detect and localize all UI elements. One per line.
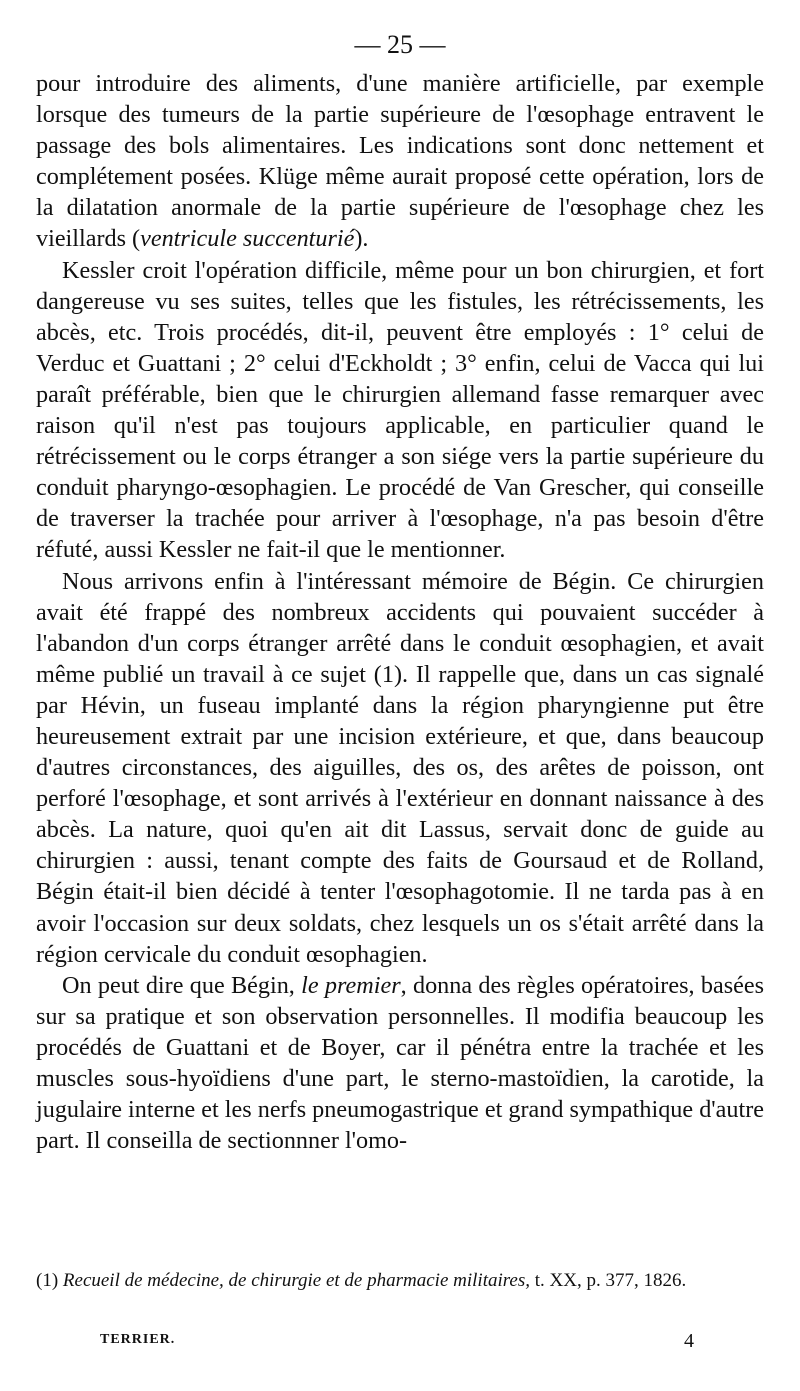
sheet-number: 4	[684, 1330, 694, 1352]
paragraph-begin-rules	[36, 970, 764, 1157]
footnote	[36, 1268, 764, 1293]
paragraph-kessler	[36, 255, 764, 566]
footnote-reference: t. XX, p. 377, 1826.	[530, 1270, 687, 1291]
text-run: On peut dire que Bégin,	[62, 971, 302, 999]
text-run: pour introduire des aliments, d'une manière artificielle, par exemple lorsque des tumeurs de la partie supérieure de l'œsophage entravent le passage des bols alimentaires. Les indications sont donc nettement et complétement posées. Klüge même aurait proposé cette opération, lors de la dilatation anormale de la partie supérieure de l'œsophage chez les vieillards (	[36, 70, 764, 253]
text-run: Nous arrivons enfin à l'intéressant mémoire de Bégin. Ce chirurgien avait été frappé des nombreux accidents qui pouvaient succéder à l'abandon d'un corps étranger arrêté dans le conduit œsophagien, et avait même publié un travail à ce sujet (1). Il rappelle que, dans un cas signalé par Hévin, un fuseau implanté dans la région pharyngienne put être heureusement extrait par une incision extérieure, et que, dans beaucoup d'autres circonstances, des aiguilles, des os, des arêtes de poisson, ont perforé l'œsophage, et sont arrivés à l'extérieur en donnant naissance à des abcès. La nature, quoi qu'en ait dit Lassus, servait donc de guide au chirurgien : aussi, tenant compte des faits de Goursaud et de Rolland, Bégin était-il bien décidé à tenter l'œsophagotomie. Il ne tarda pas à en avoir l'occasion sur deux soldats, chez lesquels un os s'était arrêté dans la région cervicale du conduit œsophagien.	[36, 567, 764, 968]
paragraph-begin-memoire	[36, 566, 764, 970]
footnote-title: Recueil de médecine, de chirurgie et de pharmacie militaires,	[62, 1270, 531, 1291]
text-run: , donna des règles opératoires, basées sur sa pratique et son observation personnelles. Il modifia beaucoup les procédés de Guattani et de Boyer, car il pénétra entre la trachée et les muscles sous-hyoïdiens d'une part, le sterno-mastoïdien, la carotide, la jugulaire interne et les nerfs pneumogastrique et grand sympathique d'autre part. Il conseilla de sectionnner l'omo-	[36, 971, 764, 1155]
italic-term: le premier	[301, 971, 401, 999]
body-text	[36, 68, 764, 1156]
text-run: ).	[354, 225, 369, 253]
footnote-marker: (1)	[36, 1270, 59, 1291]
text-run: Kessler croit l'opération difficile, même pour un bon chirurgien, et fort dangereuse vu ses suites, telles que les fistules, les rétrécissements, les abcès, etc. Trois procédés, dit-il, peuvent être employés : 1° celui de Verduc et Guattani ; 2° celui d'Eckholdt ; 3° enfin, celui de Vacca qui lui paraît préférable, bien que le chirurgien allemand fasse remarquer avec raison qu'il n'est pas toujours applicable, en particulier quand le rétrécissement ou le corps étranger a son siége vers la partie supérieure du conduit pharyngo-œsophagien. Le procédé de Van Grescher, qui conseille de traverser la trachée pour arriver à l'œsophage, n'a pas besoin d'être réfuté, aussi Kessler ne fait-il que le mentionner.	[36, 256, 764, 564]
printer-signature: TERRIER.	[100, 1332, 176, 1347]
paragraph-continuation	[36, 68, 764, 255]
page-number: — 25 —	[354, 30, 446, 59]
italic-term: ventricule succenturié	[140, 225, 355, 253]
